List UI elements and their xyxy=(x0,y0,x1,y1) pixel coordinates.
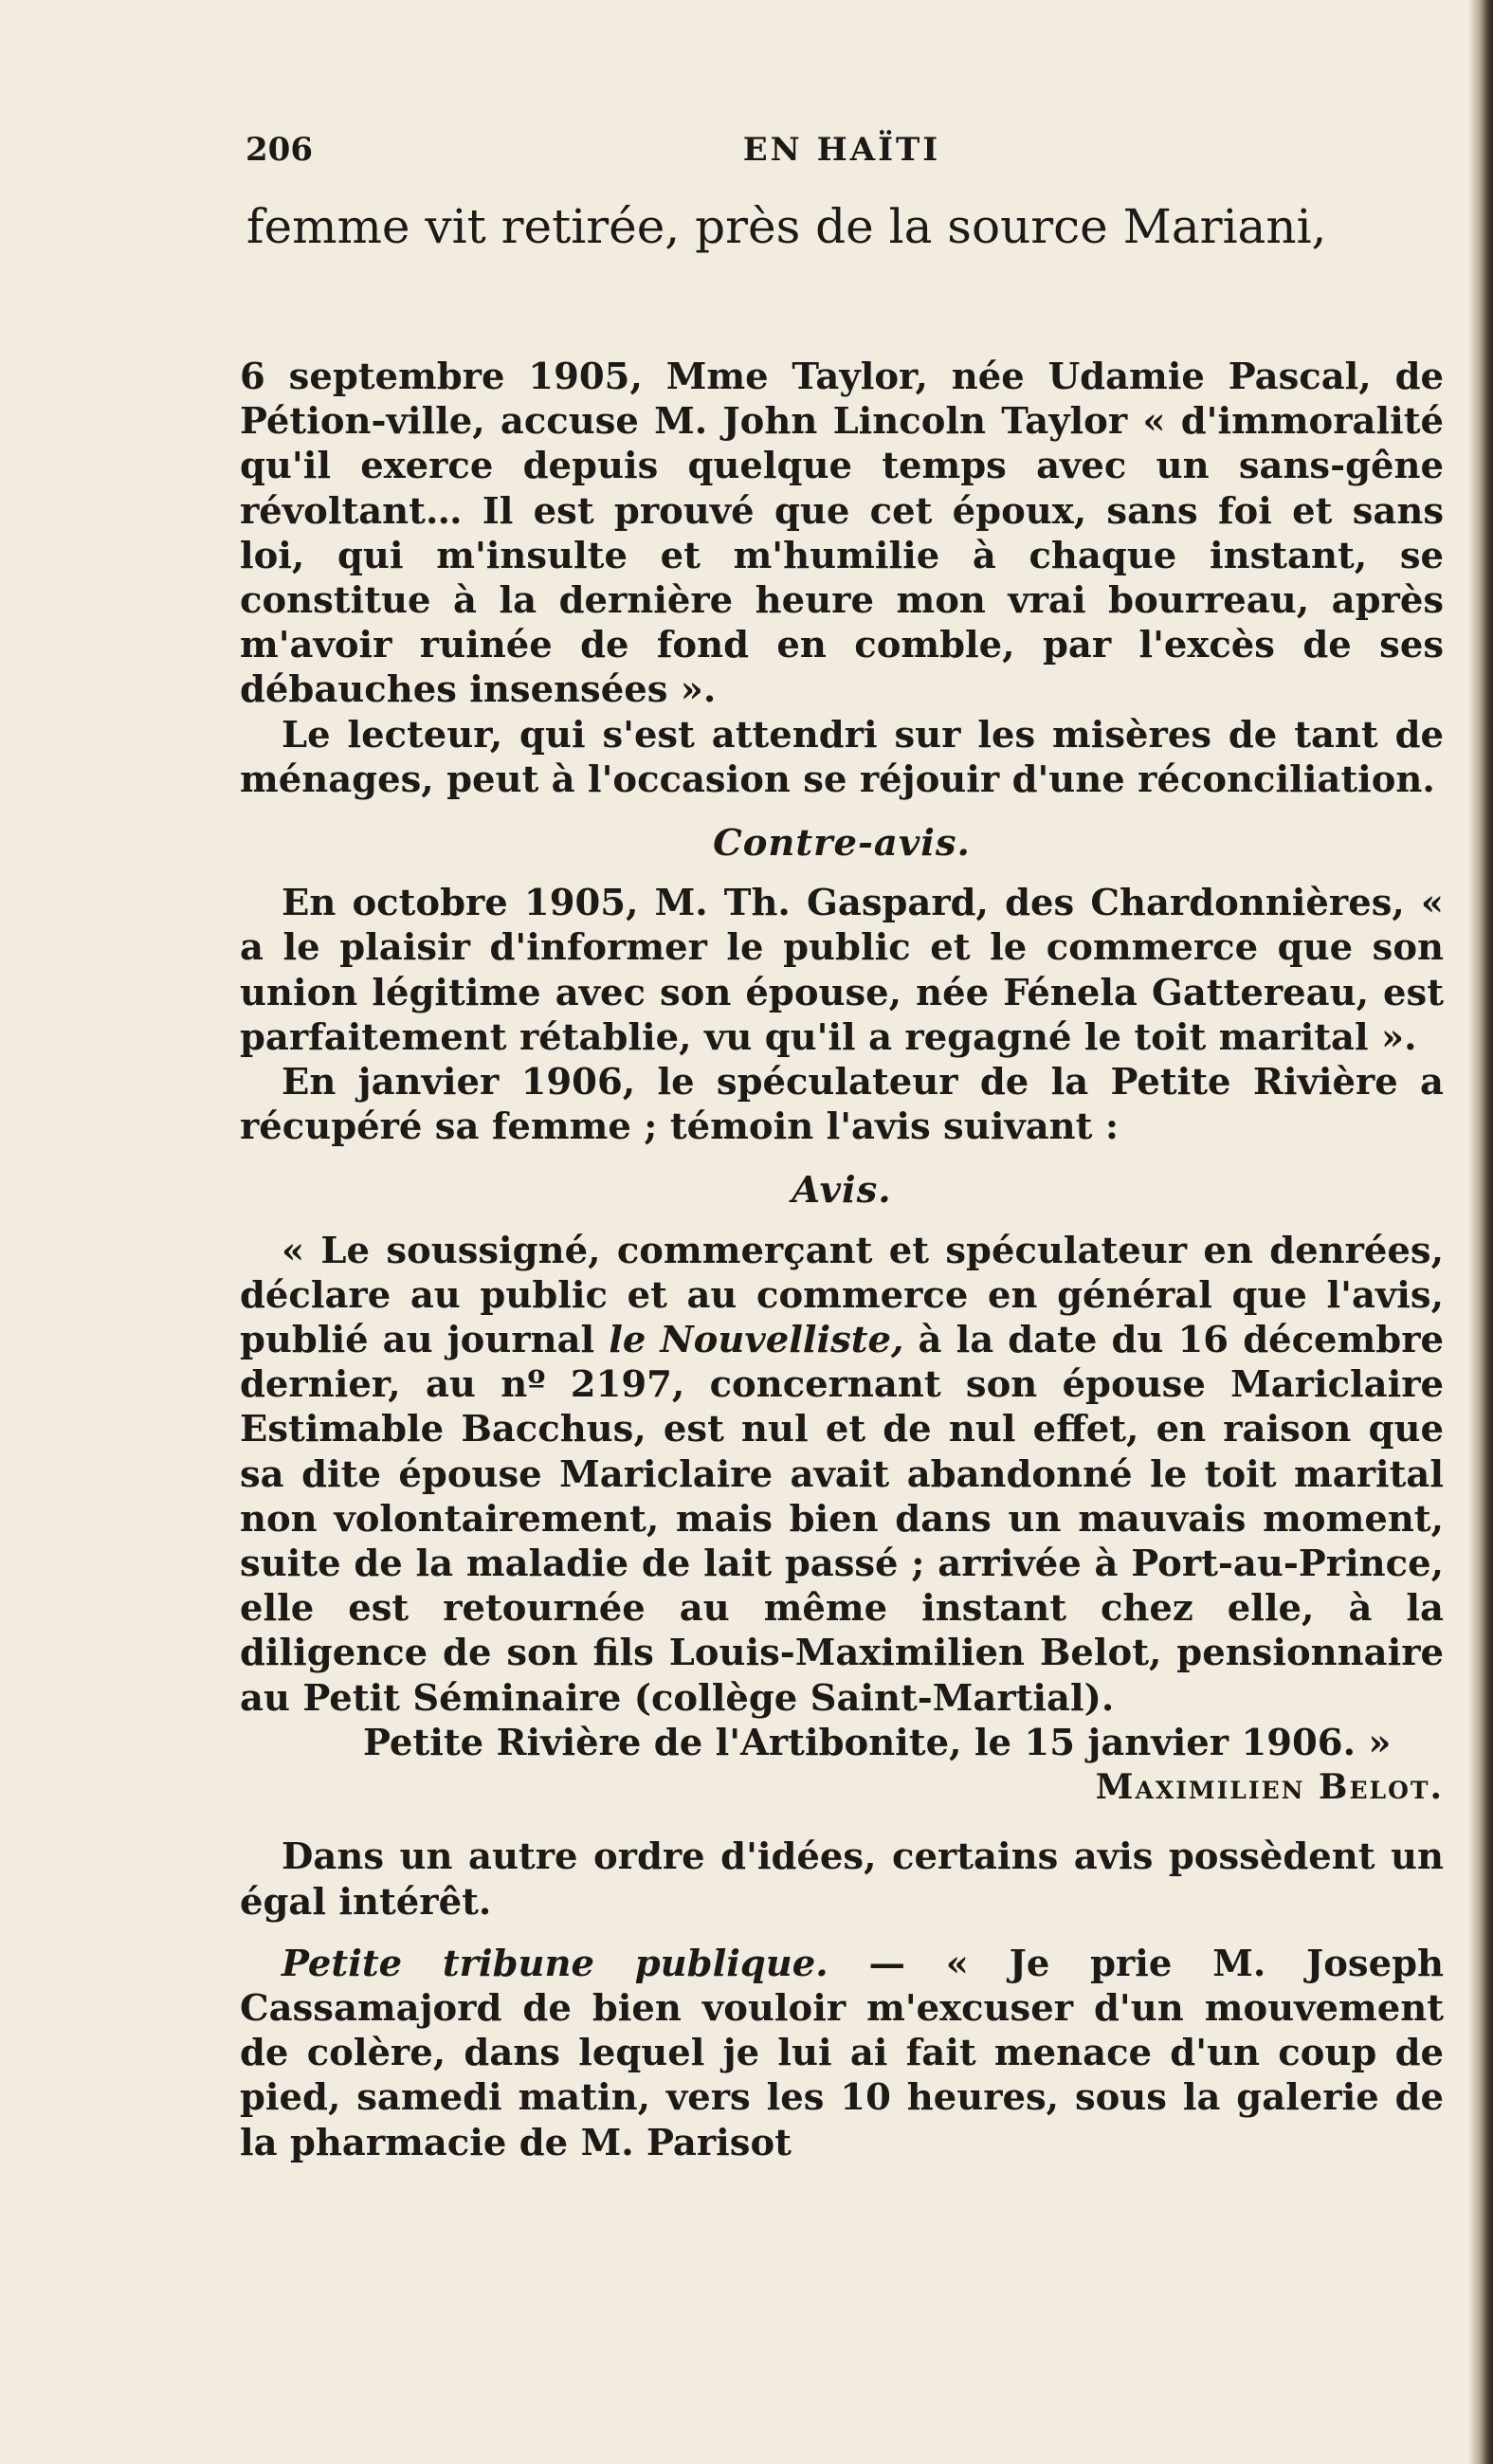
avis-place-date: Petite Rivière de l'Artibonite, le 15 janvier 1906. » xyxy=(363,1721,1392,1764)
book-page xyxy=(240,123,1444,2165)
page-number: 206 xyxy=(246,131,313,169)
paragraph-janvier: En janvier 1906, le spéculateur de la Petite Rivière a récupéré sa femme ; témoin l'avis suivant : xyxy=(240,1061,1444,1149)
avis-body xyxy=(240,1229,1444,1721)
avis-signature: Maximilien Belot. xyxy=(1095,1767,1444,1808)
paragraph-taylor: 6 septembre 1905, Mme Taylor, née Udamie Pascal, de Pétion-ville, accuse M. John Lincoln Taylor « d'immoralité qu'il exerce depuis quelque temps avec un sans-gêne révoltant… Il est prouvé que cet époux, sans foi et sans loi, qui m'insulte et m'humilie à chaque instant, se constitue à la dernière heure mon vrai bourreau, après m'avoir ruinée de fond en comble, par l'excès de ses débauches insensées ». xyxy=(240,356,1444,712)
continuation-line: femme vit retirée, près de la source Mariani, xyxy=(246,199,1327,254)
contre-avis-title: Contre-avis. xyxy=(713,822,971,866)
page-header xyxy=(240,123,1444,180)
page-edge-shadow xyxy=(1468,0,1493,2464)
avis-text-part1: « Le soussigné, commerçant et spéculateur en denrées, déclare au public et au commerce en général que l'avis, publié au journal xyxy=(240,1229,1444,1362)
avis-title: Avis. xyxy=(792,1169,892,1213)
paragraph-lecteur: Le lecteur, qui s'est attendri sur les misères de tant de ménages, peut à l'occasion se réjouir d'une réconciliation. xyxy=(240,713,1444,801)
paragraph-tribune xyxy=(240,1942,1444,2165)
paragraph-autre: Dans un autre ordre d'idées, certains avis possèdent un égal intérêt. xyxy=(240,1835,1444,1924)
avis-text-part2: à la date du 16 décembre dernier, au nº 2197, concernant son épouse Mariclaire Estimable Bacchus, est nul et de nul effet, en raison que sa dite épouse Mariclaire avait abandonné le toit marital non volontairement, mais bien dans un mauvais moment, suite de la maladie de lait passé ; arrivée à Port-au-Prince, elle est retournée au même instant chez elle, à la diligence de son fils Louis-Maximilien Belot, pensionnaire au Petit Séminaire (collège Saint-Martial). xyxy=(240,1319,1444,1720)
tribune-text: — « Je prie M. Joseph Cassamajord de bien vouloir m'excuser d'un mouvement de colère, dans lequel je lui ai fait menace d'un coup de pied, samedi matin, vers les 10 heures, sous la galerie de la pharmacie de M. Parisot xyxy=(240,1942,1444,2164)
tribune-label: Petite tribune publique. xyxy=(282,1942,828,1985)
paragraph-gaspard: En octobre 1905, M. Th. Gaspard, des Chardonnières, « a le plaisir d'informer le public et le commerce que son union légitime avec son épouse, née Fénela Gattereau, est parfaitement rétablie, vu qu'il a regagné le toit marital ». xyxy=(240,882,1444,1059)
running-head: EN HAÏTI xyxy=(742,131,941,169)
journal-name: le Nouvelliste, xyxy=(609,1319,904,1362)
